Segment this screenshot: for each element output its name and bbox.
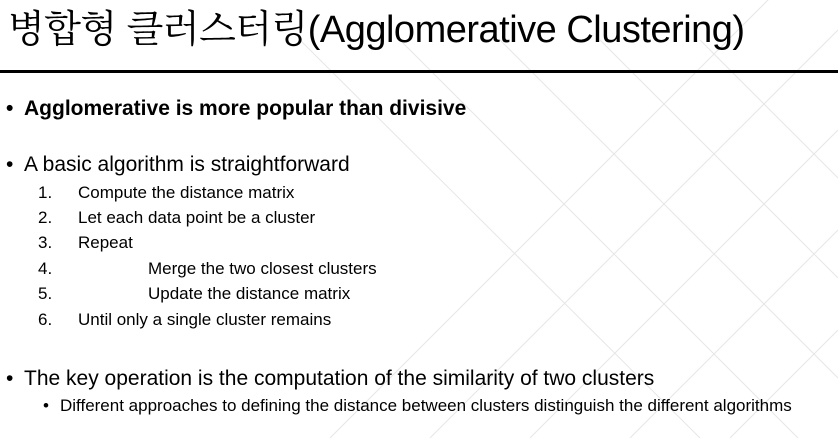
algorithm-step-2 xyxy=(38,206,315,230)
step-number: 5. xyxy=(38,284,53,303)
step-text: Compute the distance matrix xyxy=(78,183,295,202)
step-text: Until only a single cluster remains xyxy=(78,310,332,329)
sub-bullet-distance-approaches: • Different approaches to defining the distance between clusters distinguish the different algorithms xyxy=(60,396,830,415)
bullet-basic-algorithm: • A basic algorithm is straightforward xyxy=(24,151,350,179)
algorithm-step-4 xyxy=(38,257,377,281)
step-number: 1. xyxy=(38,183,53,202)
step-number: 2. xyxy=(38,208,53,227)
step-text: Let each data point be a cluster xyxy=(78,208,316,227)
step-text: Repeat xyxy=(78,233,133,252)
title-divider xyxy=(0,70,838,73)
algorithm-step-5 xyxy=(38,282,350,306)
step-number: 3. xyxy=(38,233,53,252)
algorithm-step-1 xyxy=(38,181,294,205)
algorithm-step-6 xyxy=(38,308,331,332)
bullet-key-operation: • The key operation is the computation of the similarity of two clusters xyxy=(24,365,654,393)
step-number: 6. xyxy=(38,310,53,329)
step-text: Merge the two closest clusters xyxy=(148,259,377,278)
slide-title: 병합형 클러스터링(Agglomerative Clustering) xyxy=(8,9,745,51)
algorithm-step-3 xyxy=(38,231,133,255)
bullet-agglomerative-popular: • Agglomerative is more popular than divisive xyxy=(24,95,466,123)
step-text: Update the distance matrix xyxy=(148,284,351,303)
step-number: 4. xyxy=(38,259,53,278)
